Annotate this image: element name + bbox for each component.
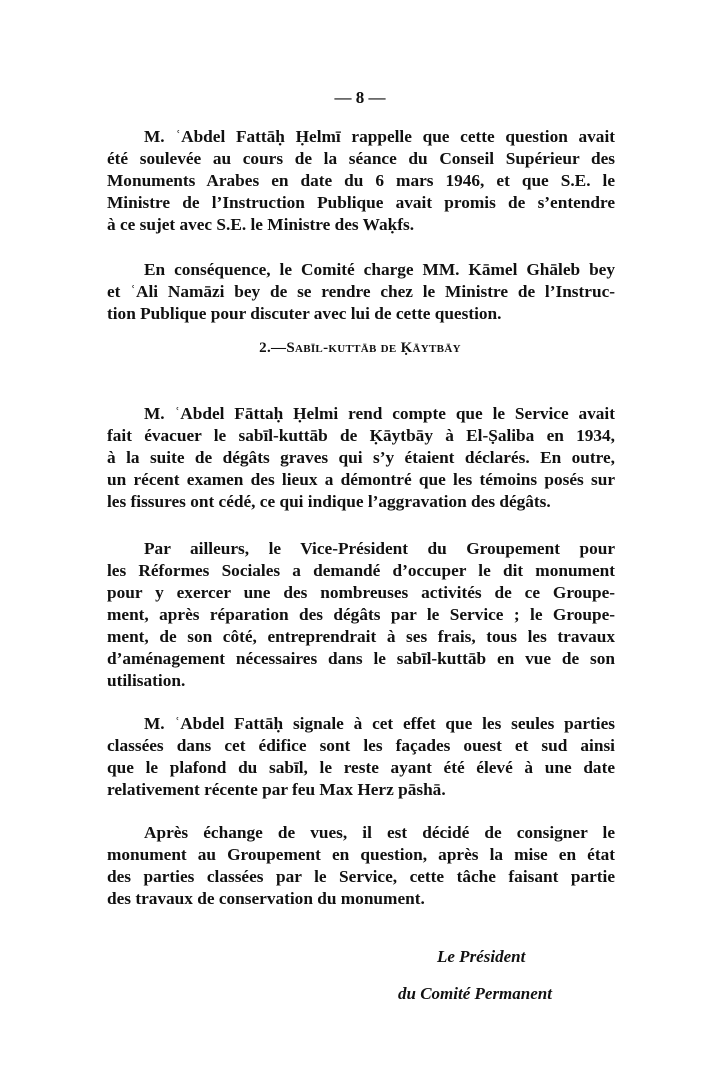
paragraph-1 bbox=[107, 126, 615, 236]
text-line: M. ʿAbdel Fattāḥ signale à cet effet que les seules parties bbox=[144, 714, 615, 733]
text-line: Monuments Arabes en date du 6 mars 1946, et que S.E. le bbox=[107, 171, 615, 190]
paragraph-6 bbox=[107, 822, 615, 910]
text-line: pour y exercer une des nombreuses activités de ce Groupe- bbox=[107, 583, 615, 602]
text-line: été soulevée au cours de la séance du Conseil Supérieur des bbox=[107, 149, 615, 168]
text-line: Par ailleurs, le Vice-Président du Groupement pour bbox=[144, 539, 615, 558]
text-line: ment, de son côté, entreprendrait à ses frais, tous les travaux bbox=[107, 627, 615, 646]
text-line: et ʿAli Namāzi bey de se rendre chez le Ministre de l’Instruc- bbox=[107, 282, 615, 301]
text-line: ment, après réparation des dégâts par le Service ; le Groupe- bbox=[107, 605, 615, 624]
text-line: que le plafond du sabīl, le reste ayant été élevé à une date bbox=[107, 758, 615, 777]
text-line: relativement récente par feu Max Herz pāshā. bbox=[107, 780, 446, 799]
signature-title: Le Président bbox=[437, 947, 526, 966]
text-line: tion Publique pour discuter avec lui de cette question. bbox=[107, 304, 502, 323]
text-line: classées dans cet édifice sont les façades ouest et sud ainsi bbox=[107, 736, 615, 755]
text-line: d’aménagement nécessaires dans le sabīl-kuttāb en vue de son bbox=[107, 649, 615, 668]
text-line: à ce sujet avec S.E. le Ministre des Waḳfs. bbox=[107, 215, 415, 234]
signature-committee: du Comité Permanent bbox=[398, 984, 552, 1003]
text-line: utilisation. bbox=[107, 671, 186, 690]
text-line: Ministre de l’Instruction Publique avait promis de s’entendre bbox=[107, 193, 615, 212]
text-line: des travaux de conservation du monument. bbox=[107, 889, 425, 908]
text-line: les Réformes Sociales a demandé d’occuper le dit monument bbox=[107, 561, 615, 580]
text-line: à la suite de dégâts graves qui s’y étaient déclarés. En outre, bbox=[107, 448, 615, 467]
text-line: monument au Groupement en question, après la mise en état bbox=[107, 845, 615, 864]
text-line: les fissures ont cédé, ce qui indique l’aggravation des dégâts. bbox=[107, 492, 551, 511]
paragraph-5 bbox=[107, 713, 615, 801]
text-line: un récent examen des lieux a démontré que les témoins posés sur bbox=[107, 470, 615, 489]
page-number: — 8 — bbox=[334, 88, 386, 107]
text-line: fait évacuer le sabīl-kuttāb de Ḳāytbāy à El-Ṣaliba en 1934, bbox=[107, 426, 615, 445]
section-heading: 2.—Sabīl-kuttāb de Ḳāytbāy bbox=[259, 340, 461, 356]
paragraph-2 bbox=[107, 259, 615, 325]
text-line: des parties classées par le Service, cette tâche faisant partie bbox=[107, 867, 615, 886]
text-line: En conséquence, le Comité charge MM. Kāmel Ghāleb bey bbox=[144, 260, 615, 279]
text-line: M. ʿAbdel Fattāḥ Ḥelmī rappelle que cette question avait bbox=[144, 127, 615, 146]
text-line: Après échange de vues, il est décidé de consigner le bbox=[144, 823, 615, 842]
paragraph-4 bbox=[107, 538, 615, 692]
paragraph-3 bbox=[107, 403, 615, 513]
text-line: M. ʿAbdel Fāttaḥ Ḥelmi rend compte que le Service avait bbox=[144, 404, 615, 423]
